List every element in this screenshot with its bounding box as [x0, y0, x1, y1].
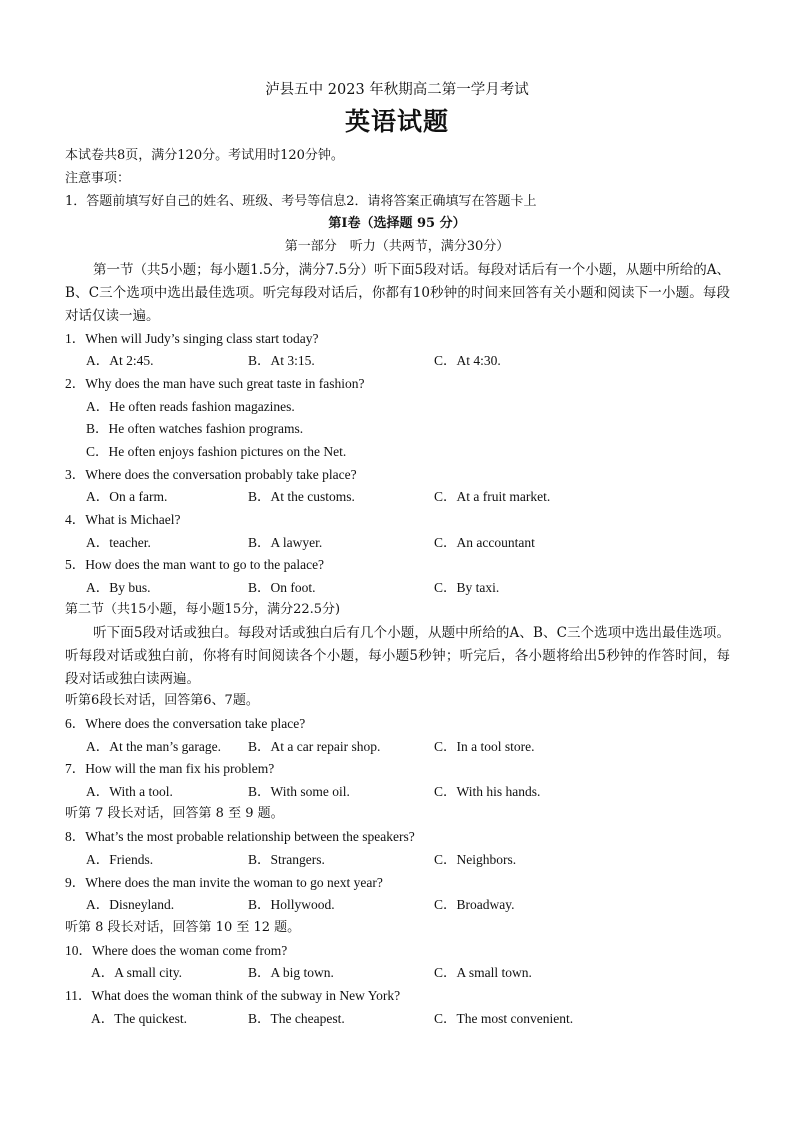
question-3: 3．Where does the conversation probably take place? — [65, 467, 357, 482]
q10-option-b: B．A big town. — [248, 965, 334, 980]
dialogue-8-note: 听第 8 段长对话，回答第 10 至 12 题。 — [65, 920, 301, 935]
question-11: 11．What does the woman think of the subway in New York? — [65, 988, 401, 1003]
q5-option-b: B．On foot. — [248, 580, 316, 595]
question-5: 5．How does the man want to go to the palace? — [65, 557, 325, 572]
part-title: 第一部分 听力（共两节，满分30分） — [284, 239, 510, 254]
subject-title: 英语试题 — [344, 107, 449, 136]
intro-line-1: 本试卷共8页，满分120分。考试用时120分钟。 — [65, 148, 344, 163]
question-7: 7．How will the man fix his problem? — [65, 761, 275, 776]
q5-option-c: C．By taxi. — [434, 580, 500, 595]
q3-option-c: C．At a fruit market. — [434, 489, 551, 504]
section1-instructions — [65, 259, 730, 328]
section2-title: 第二节（共15小题，每小题15分，满分22.5分) — [65, 602, 341, 617]
q6-option-c: C．In a tool store. — [434, 739, 535, 754]
q3-option-a: A．On a farm. — [86, 489, 168, 504]
q4-option-a: A．teacher. — [86, 535, 151, 550]
q1-option-b: B．At 3:15. — [248, 353, 315, 368]
q4-option-b: B．A lawyer. — [248, 535, 323, 550]
dialogue-6-note: 听第6段长对话，回答第6、7题。 — [65, 693, 259, 708]
question-6: 6．Where does the conversation take place? — [65, 716, 306, 731]
q10-option-a: A．A small city. — [91, 965, 182, 980]
q8-option-a: A．Friends. — [86, 852, 154, 867]
q6-option-b: B．At a car repair shop. — [248, 739, 381, 754]
school-exam-title: 泸县五中 2023 年秋期高二第一学月考试 — [265, 82, 529, 98]
q3-option-b: B．At the customs. — [248, 489, 355, 504]
q11-option-c: C．The most convenient. — [434, 1011, 574, 1026]
q10-option-c: C．A small town. — [434, 965, 532, 980]
q9-option-b: B．Hollywood. — [248, 897, 335, 912]
q8-option-b: B．Strangers. — [248, 852, 325, 867]
q11-option-b: B．The cheapest. — [248, 1011, 345, 1026]
q11-option-a: A．The quickest. — [91, 1011, 187, 1026]
q7-option-b: B．With some oil. — [248, 784, 350, 799]
q9-option-a: A．Disneyland. — [86, 897, 175, 912]
intro-line-2: 注意事项： — [65, 171, 131, 186]
question-10: 10．Where does the woman come from? — [65, 943, 288, 958]
volume-title: 第I卷（选择题 95 分） — [328, 216, 466, 231]
question-9: 9．Where does the man invite the woman to go next year? — [65, 875, 383, 890]
question-1: 1．When will Judy’s singing class start today? — [65, 331, 319, 346]
q2-option-a: A．He often reads fashion magazines. — [86, 399, 295, 414]
q2-option-b: B．He often watches fashion programs. — [86, 421, 304, 436]
q1-option-a: A．At 2:45. — [86, 353, 154, 368]
section1-instructions-text: 第一节（共5小题；每小题1.5分，满分7.5分）听下面5段对话。每段对话后有一个小题，从题中所给的A、B、C三个选项中选出最佳选项。听完每段对话后，你都有10秒钟的时间来回答有关小题和阅读下一小题。每段对话仅读一遍。 — [65, 262, 730, 324]
q7-option-c: C．With his hands. — [434, 784, 541, 799]
q2-option-c: C．He often enjoys fashion pictures on the Net. — [86, 444, 347, 459]
q1-option-c: C．At 4:30. — [434, 353, 501, 368]
intro-line-3: 1．答题前填写好自己的姓名、班级、考号等信息2．请将答案正确填写在答题卡上 — [65, 194, 537, 209]
dialogue-7-note: 听第 7 段长对话，回答第 8 至 9 题。 — [65, 806, 284, 821]
section2-instructions-text: 听下面5段对话或独白。每段对话或独白后有几个小题，从题中所给的A、B、C三个选项中选出最佳选项。听每段对话或独白前，你将有时间阅读各个小题，每小题5秒钟；听完后，各小题将给出5秒钟的作答时间，每段对话或独白读两遍。 — [65, 625, 730, 687]
q5-option-a: A．By bus. — [86, 580, 151, 595]
q4-option-c: C．An accountant — [434, 535, 535, 550]
q7-option-a: A．With a tool. — [86, 784, 173, 799]
question-8: 8．What’s the most probable relationship between the speakers? — [65, 829, 415, 844]
section2-instructions — [65, 622, 730, 691]
q6-option-a: A．At the man’s garage. — [86, 739, 221, 754]
question-2: 2．Why does the man have such great taste in fashion? — [65, 376, 365, 391]
q9-option-c: C．Broadway. — [434, 897, 515, 912]
q8-option-c: C．Neighbors. — [434, 852, 517, 867]
question-4: 4．What is Michael? — [65, 512, 181, 527]
